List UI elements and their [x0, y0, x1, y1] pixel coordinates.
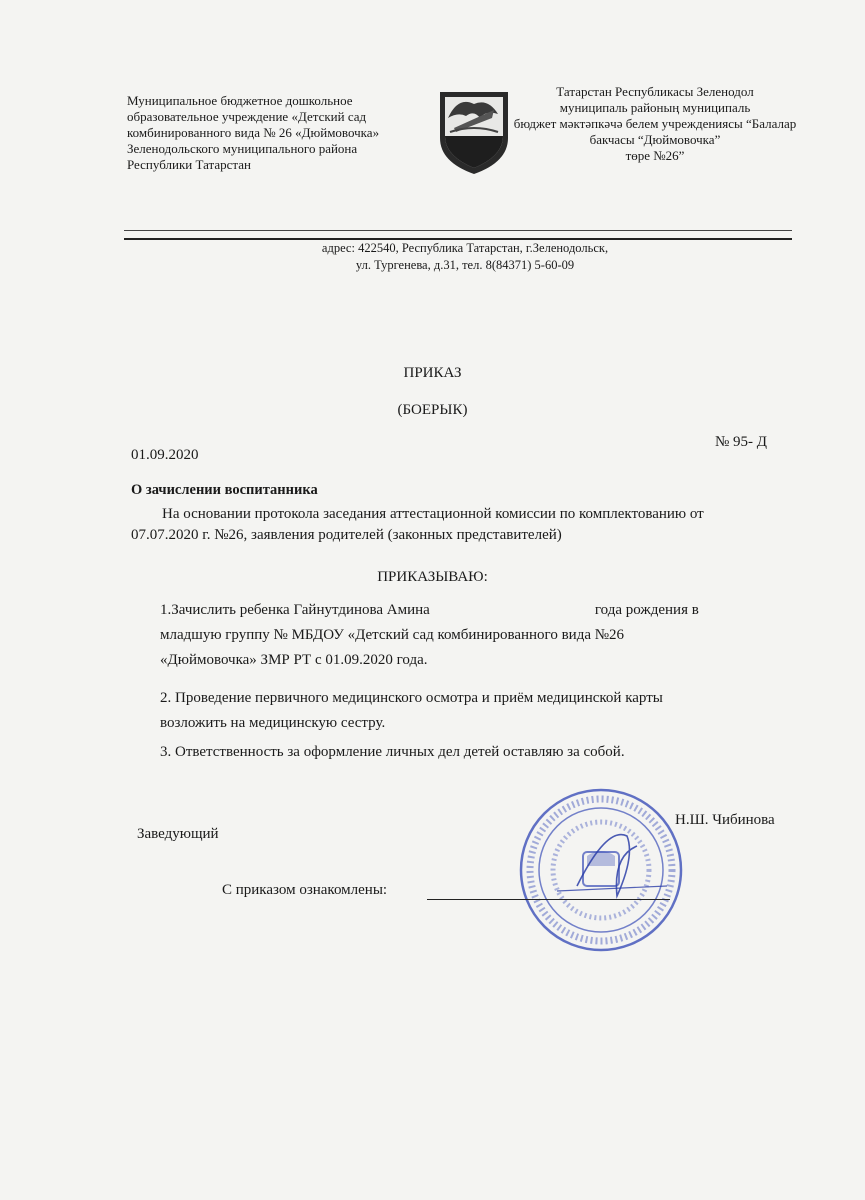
order-item-line	[160, 598, 800, 623]
header-left-line: Муниципальное бюджетное дошкольное	[127, 93, 353, 108]
header-right-org-name	[505, 84, 805, 164]
order-item-3: 3. Ответственность за оформление личных дел детей оставляю за собой.	[160, 744, 625, 760]
header-left-line: Республики Татарстан	[127, 157, 251, 172]
orders-heading: ПРИКАЗЫВАЮ:	[377, 569, 488, 585]
order-item-line: «Дюймовочка» ЗМР РТ с 01.09.2020 года.	[160, 652, 428, 668]
order-item-text: года рождения в	[594, 602, 699, 618]
order-item-line: 2. Проведение первичного медицинского осмотра и приём медицинской карты	[160, 690, 663, 706]
header-right-line: бюджет мәктәпкәчә белем учреждениясы “Балалар	[513, 116, 797, 131]
order-item-1	[160, 598, 800, 673]
header-right-line: Татарстан Республикасы Зеленодол	[556, 84, 754, 99]
header-left-line: образовательное учреждение «Детский сад	[127, 109, 367, 124]
document-subject: О зачислении воспитанника	[131, 482, 318, 498]
head-position: Заведующий	[137, 826, 219, 842]
header-left-line: Зеленодольского муниципального района	[127, 141, 358, 156]
address-line: адрес: 422540, Республика Татарстан, г.Зеленодольск,	[321, 241, 609, 255]
official-stamp-icon	[517, 786, 685, 954]
document-number: № 95- Д	[715, 434, 768, 450]
signature-line	[427, 899, 670, 900]
header-left-org-name	[127, 93, 427, 173]
order-item-line: возложить на медицинскую сестру.	[160, 715, 386, 731]
header-divider-thin	[124, 230, 792, 231]
order-item-text: 1.Зачислить ребенка Гайнутдинова Амина	[160, 602, 430, 618]
header-right-line: муниципаль районың муниципаль	[559, 100, 751, 115]
header-right-line: бакчасы “Дюймовочка”	[589, 132, 721, 147]
order-item-line: младшую группу № МБДОУ «Детский сад комбинированного вида №26	[160, 627, 625, 643]
document-date: 01.09.2020	[131, 447, 199, 463]
basis-paragraph	[131, 504, 811, 546]
header-left-line: комбинированного вида № 26 «Дюймовочка»	[127, 125, 380, 140]
address-block	[250, 240, 680, 274]
head-name: Н.Ш. Чибинова	[675, 812, 775, 828]
coat-of-arms-icon	[436, 88, 512, 176]
order-item-2	[160, 686, 800, 736]
basis-line: 07.07.2020 г. №26, заявления родителей (законных представителей)	[131, 527, 562, 543]
address-line: ул. Тургенева, д.31, тел. 8(84371) 5-60-09	[355, 258, 575, 272]
basis-line: На основании протокола заседания аттестационной комиссии по комплектованию от	[162, 506, 704, 522]
acknowledged-label: С приказом ознакомлены:	[222, 882, 388, 898]
document-title: ПРИКАЗ	[403, 365, 462, 381]
document-title-tatar: (БОЕРЫК)	[397, 402, 468, 418]
header-right-line: төре №26”	[625, 148, 685, 163]
